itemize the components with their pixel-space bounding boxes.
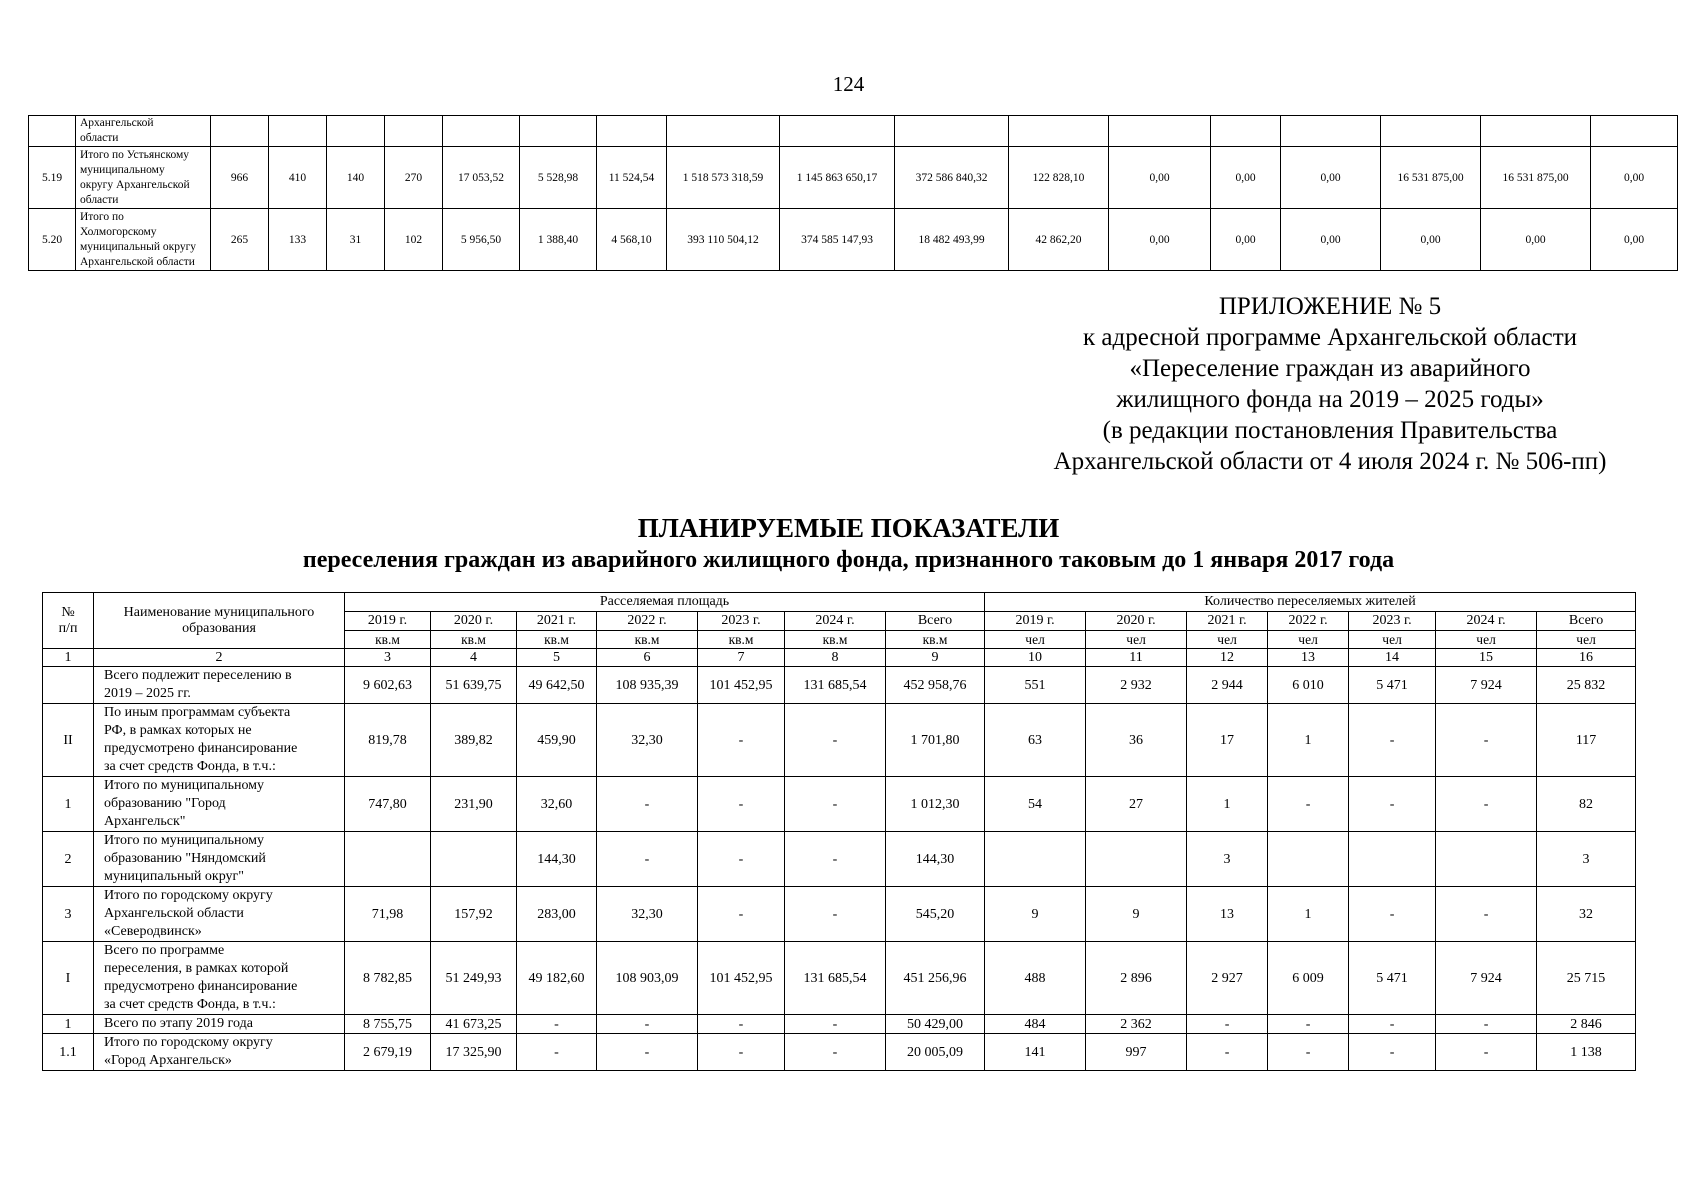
name-line: «Город Архангельск» <box>104 1053 232 1068</box>
name-line: Архангельской области <box>80 255 195 268</box>
table-cell: 108 903,09 <box>597 942 698 1015</box>
table-row <box>43 832 1636 887</box>
header-year: 2021 г. <box>1187 612 1268 631</box>
table-cell: - <box>698 1015 785 1034</box>
table-cell: 50 429,00 <box>886 1015 985 1034</box>
table-cell: 2 932 <box>1086 667 1187 704</box>
table-cell: 1 012,30 <box>886 777 985 832</box>
table-cell: 131 685,54 <box>785 667 886 704</box>
table-cell: 1 701,80 <box>886 704 985 777</box>
table-cell: 51 639,75 <box>431 667 517 704</box>
header-area-group: Расселяемая площадь <box>345 593 985 612</box>
table-cell: 0,00 <box>1211 147 1281 209</box>
table-cell: 410 <box>269 147 327 209</box>
table-cell: 20 005,09 <box>886 1034 985 1071</box>
table-cell: - <box>1436 887 1537 942</box>
table-row <box>43 777 1636 832</box>
column-number: 7 <box>698 649 785 667</box>
name-line: предусмотрено финансирование <box>104 979 298 994</box>
table-cell: 9 602,63 <box>345 667 431 704</box>
table-row <box>29 116 1678 147</box>
table-cell: 82 <box>1537 777 1636 832</box>
appendix-line: (в редакции постановления Правительства <box>1102 417 1558 444</box>
table-cell: 270 <box>385 147 443 209</box>
table-cell: 997 <box>1086 1034 1187 1071</box>
table-cell: 122 828,10 <box>1009 147 1109 209</box>
table-cell: 157,92 <box>431 887 517 942</box>
column-number: 15 <box>1436 649 1537 667</box>
table-cell <box>1481 116 1591 147</box>
table-row <box>29 147 1678 209</box>
name-line: Итого по городскому округу <box>104 888 273 903</box>
row-number: 5.19 <box>29 147 76 209</box>
row-name <box>94 1034 345 1071</box>
header-unit: чел <box>985 631 1086 649</box>
header-year: 2019 г. <box>345 612 431 631</box>
header-name-line: Наименование муниципального <box>123 604 315 620</box>
table-cell: 459,90 <box>517 704 597 777</box>
name-line: Архангельской <box>80 117 154 129</box>
table-cell: 108 935,39 <box>597 667 698 704</box>
table-cell <box>443 116 520 147</box>
table-cell: 18 482 493,99 <box>895 209 1009 271</box>
table-cell: - <box>785 777 886 832</box>
table-cell: 819,78 <box>345 704 431 777</box>
header-unit: кв.м <box>698 631 785 649</box>
table-cell: 32,60 <box>517 777 597 832</box>
table-cell: 7 924 <box>1436 942 1537 1015</box>
name-line: за счет средств Фонда, в т.ч.: <box>104 997 276 1012</box>
row-name <box>94 667 345 704</box>
row-name <box>94 777 345 832</box>
table-cell <box>985 832 1086 887</box>
table-cell: - <box>1268 1034 1349 1071</box>
header-unit: кв.м <box>886 631 985 649</box>
table-cell: 1 <box>1268 887 1349 942</box>
table-cell: 17 053,52 <box>443 147 520 209</box>
table-cell <box>1211 116 1281 147</box>
table-cell <box>1109 116 1211 147</box>
table-cell: 6 009 <box>1268 942 1349 1015</box>
table-cell: 49 182,60 <box>517 942 597 1015</box>
table-cell: - <box>1436 1015 1537 1034</box>
table-cell: 0,00 <box>1109 147 1211 209</box>
name-line: переселения, в рамках которой <box>104 961 289 976</box>
table-cell: 16 531 875,00 <box>1381 147 1481 209</box>
header-unit: кв.м <box>345 631 431 649</box>
table-cell: 5 956,50 <box>443 209 520 271</box>
row-number: II <box>43 704 94 777</box>
header-unit: кв.м <box>597 631 698 649</box>
table-cell <box>1349 832 1436 887</box>
table-cell: 1 518 573 318,59 <box>667 147 780 209</box>
header-year: 2022 г. <box>1268 612 1349 631</box>
name-line: Итого по муниципальному <box>104 778 265 793</box>
table-cell: - <box>698 887 785 942</box>
row-name <box>94 704 345 777</box>
table-cell: - <box>1349 1034 1436 1071</box>
row-number: 3 <box>43 887 94 942</box>
table-cell: 27 <box>1086 777 1187 832</box>
table-cell: - <box>1436 704 1537 777</box>
table-cell <box>1436 832 1537 887</box>
table-cell <box>597 116 667 147</box>
table-cell: 32,30 <box>597 704 698 777</box>
name-line: Итого по <box>80 210 124 223</box>
table-row <box>43 1015 1636 1034</box>
table-cell: 25 832 <box>1537 667 1636 704</box>
table-cell: 1 145 863 650,17 <box>780 147 895 209</box>
table-cell: 0,00 <box>1481 209 1591 271</box>
table-cell: - <box>1349 704 1436 777</box>
header-num-line: № <box>61 604 75 620</box>
table-cell: - <box>1268 1015 1349 1034</box>
row-name <box>76 209 211 271</box>
page-number: 124 <box>832 72 865 96</box>
table-cell: 32,30 <box>597 887 698 942</box>
table-cell: 63 <box>985 704 1086 777</box>
header-year: 2021 г. <box>517 612 597 631</box>
name-line: Всего по программе <box>104 943 225 958</box>
table-cell: - <box>698 832 785 887</box>
header-year: 2019 г. <box>985 612 1086 631</box>
continuation-table <box>28 115 1678 271</box>
table-cell: 36 <box>1086 704 1187 777</box>
table-cell: 11 524,54 <box>597 147 667 209</box>
table-cell: 2 362 <box>1086 1015 1187 1034</box>
name-line: Холмогорскому <box>80 225 157 238</box>
indicators-table <box>42 592 1636 1071</box>
row-number: 1 <box>43 1015 94 1034</box>
name-line: Архангельской области <box>104 906 244 921</box>
header-year: Всего <box>886 612 985 631</box>
table-cell <box>1281 116 1381 147</box>
table-cell <box>780 116 895 147</box>
table-cell: 1 138 <box>1537 1034 1636 1071</box>
table-cell: 8 782,85 <box>345 942 431 1015</box>
row-name <box>76 116 211 147</box>
table-cell: 140 <box>327 147 385 209</box>
table-cell: 6 010 <box>1268 667 1349 704</box>
header-year: 2020 г. <box>1086 612 1187 631</box>
name-line: образованию "Няндомский <box>104 851 266 866</box>
appendix-line: Архангельской области от 4 июля 2024 г. № 506-пп) <box>1053 448 1607 475</box>
table-cell: 31 <box>327 209 385 271</box>
table-row <box>43 887 1636 942</box>
header-name-line: образования <box>182 620 256 636</box>
header-year: 2023 г. <box>698 612 785 631</box>
table-cell: 42 862,20 <box>1009 209 1109 271</box>
column-number: 4 <box>431 649 517 667</box>
row-number: I <box>43 942 94 1015</box>
header-unit: чел <box>1537 631 1636 649</box>
appendix-line: к адресной программе Архангельской области <box>1082 324 1578 351</box>
table-cell: 131 685,54 <box>785 942 886 1015</box>
table-cell <box>1086 832 1187 887</box>
table-cell: 32 <box>1537 887 1636 942</box>
table-cell: 0,00 <box>1211 209 1281 271</box>
table-cell: 133 <box>269 209 327 271</box>
table-cell: 5 471 <box>1349 667 1436 704</box>
table-cell: - <box>1436 1034 1537 1071</box>
table-cell: 3 <box>1537 832 1636 887</box>
name-line: области <box>80 193 119 206</box>
table-cell: 101 452,95 <box>698 942 785 1015</box>
row-name <box>94 1015 345 1034</box>
table-cell: 0,00 <box>1591 209 1678 271</box>
table-cell: - <box>698 704 785 777</box>
column-number: 9 <box>886 649 985 667</box>
table-cell <box>520 116 597 147</box>
table-cell: 1 388,40 <box>520 209 597 271</box>
table-cell: 545,20 <box>886 887 985 942</box>
appendix-line: «Переселение граждан из аварийного <box>1129 355 1531 382</box>
table-cell: 8 755,75 <box>345 1015 431 1034</box>
table-cell: 9 <box>1086 887 1187 942</box>
name-line: Итого по муниципальному <box>104 833 265 848</box>
table-cell: - <box>597 1034 698 1071</box>
table-cell: - <box>785 704 886 777</box>
header-unit: чел <box>1436 631 1537 649</box>
name-line: Всего по этапу 2019 года <box>104 1016 253 1031</box>
table-cell <box>1268 832 1349 887</box>
table-cell <box>1591 116 1678 147</box>
table-cell: 25 715 <box>1537 942 1636 1015</box>
table-cell: 1 <box>1268 704 1349 777</box>
header-unit: чел <box>1268 631 1349 649</box>
row-name <box>94 942 345 1015</box>
row-number <box>43 667 94 704</box>
table-cell: 393 110 504,12 <box>667 209 780 271</box>
table-cell: - <box>597 832 698 887</box>
header-num-line: п/п <box>58 620 78 636</box>
table-cell: 0,00 <box>1109 209 1211 271</box>
name-line: 2019 – 2025 гг. <box>104 686 191 701</box>
header-year: 2020 г. <box>431 612 517 631</box>
table-cell: 101 452,95 <box>698 667 785 704</box>
appendix-header <box>990 291 1670 477</box>
table-cell: - <box>1349 777 1436 832</box>
column-number: 11 <box>1086 649 1187 667</box>
table-cell: 488 <box>985 942 1086 1015</box>
document-title: ПЛАНИРУЕМЫЕ ПОКАЗАТЕЛИ <box>637 513 1060 543</box>
table-cell: 144,30 <box>886 832 985 887</box>
table-cell <box>667 116 780 147</box>
name-line: муниципальному <box>80 163 165 176</box>
table-cell: 49 642,50 <box>517 667 597 704</box>
table-cell: 5 528,98 <box>520 147 597 209</box>
table-cell: 966 <box>211 147 269 209</box>
table-cell: - <box>517 1015 597 1034</box>
table-cell: 451 256,96 <box>886 942 985 1015</box>
table-cell: 2 944 <box>1187 667 1268 704</box>
table-cell: - <box>1436 777 1537 832</box>
column-number: 10 <box>985 649 1086 667</box>
header-num <box>43 593 94 649</box>
table-row <box>43 667 1636 704</box>
table-cell: 2 679,19 <box>345 1034 431 1071</box>
row-name <box>94 887 345 942</box>
header-year: Всего <box>1537 612 1636 631</box>
column-number: 13 <box>1268 649 1349 667</box>
table-cell <box>269 116 327 147</box>
row-number <box>29 116 76 147</box>
table-cell: - <box>1349 1015 1436 1034</box>
appendix-line: жилищного фонда на 2019 – 2025 годы» <box>1116 386 1544 413</box>
header-unit: кв.м <box>431 631 517 649</box>
name-line: «Северодвинск» <box>104 924 202 939</box>
name-line: По иным программам субъекта <box>104 705 291 720</box>
table-cell <box>1009 116 1109 147</box>
name-line: муниципальный округу <box>80 240 197 253</box>
name-line: округу Архангельской <box>80 178 190 191</box>
name-line: РФ, в рамках которых не <box>104 723 252 738</box>
table-cell: 3 <box>1187 832 1268 887</box>
header-year: 2022 г. <box>597 612 698 631</box>
name-line: предусмотрено финансирование <box>104 741 298 756</box>
table-cell: 5 471 <box>1349 942 1436 1015</box>
table-cell: 231,90 <box>431 777 517 832</box>
table-cell: 265 <box>211 209 269 271</box>
header-people-group: Количество переселяемых жителей <box>985 593 1636 612</box>
table-cell: - <box>517 1034 597 1071</box>
table-cell: 17 <box>1187 704 1268 777</box>
name-line: муниципальный округ" <box>104 869 244 884</box>
table-cell: 0,00 <box>1281 209 1381 271</box>
table-cell <box>211 116 269 147</box>
table-cell: 0,00 <box>1281 147 1381 209</box>
table-cell: - <box>785 1015 886 1034</box>
table-row <box>43 942 1636 1015</box>
header-unit: кв.м <box>517 631 597 649</box>
table-cell: 51 249,93 <box>431 942 517 1015</box>
table-cell: 4 568,10 <box>597 209 667 271</box>
table-cell: 141 <box>985 1034 1086 1071</box>
table-cell: 9 <box>985 887 1086 942</box>
name-line: образованию "Город <box>104 796 226 811</box>
name-line: Итого по городскому округу <box>104 1035 273 1050</box>
header-unit: чел <box>1349 631 1436 649</box>
table-row <box>43 704 1636 777</box>
header-year: 2023 г. <box>1349 612 1436 631</box>
table-cell: - <box>1187 1015 1268 1034</box>
table-cell <box>895 116 1009 147</box>
column-number: 16 <box>1537 649 1636 667</box>
row-name <box>76 147 211 209</box>
header-name <box>94 593 345 649</box>
table-cell: 747,80 <box>345 777 431 832</box>
column-number: 3 <box>345 649 431 667</box>
column-number: 5 <box>517 649 597 667</box>
table-cell <box>431 832 517 887</box>
table-cell: 102 <box>385 209 443 271</box>
table-cell <box>345 832 431 887</box>
document-subtitle: переселения граждан из аварийного жилищного фонда, признанного таковым до 1 января 2017 года <box>302 547 1395 573</box>
row-number: 2 <box>43 832 94 887</box>
table-cell <box>327 116 385 147</box>
table-cell: 117 <box>1537 704 1636 777</box>
header-year: 2024 г. <box>785 612 886 631</box>
table-cell: 374 585 147,93 <box>780 209 895 271</box>
table-row <box>29 209 1678 271</box>
table-cell: 144,30 <box>517 832 597 887</box>
name-line: Всего подлежит переселению в <box>104 668 292 683</box>
table-row <box>43 1034 1636 1071</box>
table-cell: 16 531 875,00 <box>1481 147 1591 209</box>
row-number: 1 <box>43 777 94 832</box>
table-cell: 283,00 <box>517 887 597 942</box>
table-cell: 13 <box>1187 887 1268 942</box>
table-cell: 7 924 <box>1436 667 1537 704</box>
table-cell: - <box>1349 887 1436 942</box>
table-cell: 0,00 <box>1591 147 1678 209</box>
column-number: 2 <box>94 649 345 667</box>
table-cell: - <box>785 1034 886 1071</box>
column-number: 14 <box>1349 649 1436 667</box>
row-name <box>94 832 345 887</box>
row-number: 1.1 <box>43 1034 94 1071</box>
table-cell: 0,00 <box>1381 209 1481 271</box>
column-number: 12 <box>1187 649 1268 667</box>
table-cell: 17 325,90 <box>431 1034 517 1071</box>
table-cell: - <box>597 777 698 832</box>
table-cell: - <box>785 887 886 942</box>
table-cell: 2 896 <box>1086 942 1187 1015</box>
column-number: 1 <box>43 649 94 667</box>
header-unit: чел <box>1086 631 1187 649</box>
table-cell: 1 <box>1187 777 1268 832</box>
table-cell: 2 927 <box>1187 942 1268 1015</box>
table-cell: 484 <box>985 1015 1086 1034</box>
table-cell <box>385 116 443 147</box>
header-unit: чел <box>1187 631 1268 649</box>
table-cell: - <box>698 1034 785 1071</box>
table-cell: 452 958,76 <box>886 667 985 704</box>
table-cell: 389,82 <box>431 704 517 777</box>
table-cell: 551 <box>985 667 1086 704</box>
name-line: области <box>80 132 119 144</box>
row-number: 5.20 <box>29 209 76 271</box>
table-cell: 2 846 <box>1537 1015 1636 1034</box>
table-cell <box>1381 116 1481 147</box>
appendix-line: ПРИЛОЖЕНИЕ № 5 <box>1218 293 1442 320</box>
table-cell: 41 673,25 <box>431 1015 517 1034</box>
table-cell: 372 586 840,32 <box>895 147 1009 209</box>
column-number: 8 <box>785 649 886 667</box>
table-cell: 54 <box>985 777 1086 832</box>
table-cell: 71,98 <box>345 887 431 942</box>
table-cell: - <box>1268 777 1349 832</box>
header-year: 2024 г. <box>1436 612 1537 631</box>
table-cell: - <box>785 832 886 887</box>
column-number: 6 <box>597 649 698 667</box>
name-line: Архангельск" <box>104 814 186 829</box>
table-cell: - <box>597 1015 698 1034</box>
table-cell: - <box>1187 1034 1268 1071</box>
header-unit: кв.м <box>785 631 886 649</box>
table-cell: - <box>698 777 785 832</box>
name-line: за счет средств Фонда, в т.ч.: <box>104 759 276 774</box>
name-line: Итого по Устьянскому <box>80 148 190 161</box>
